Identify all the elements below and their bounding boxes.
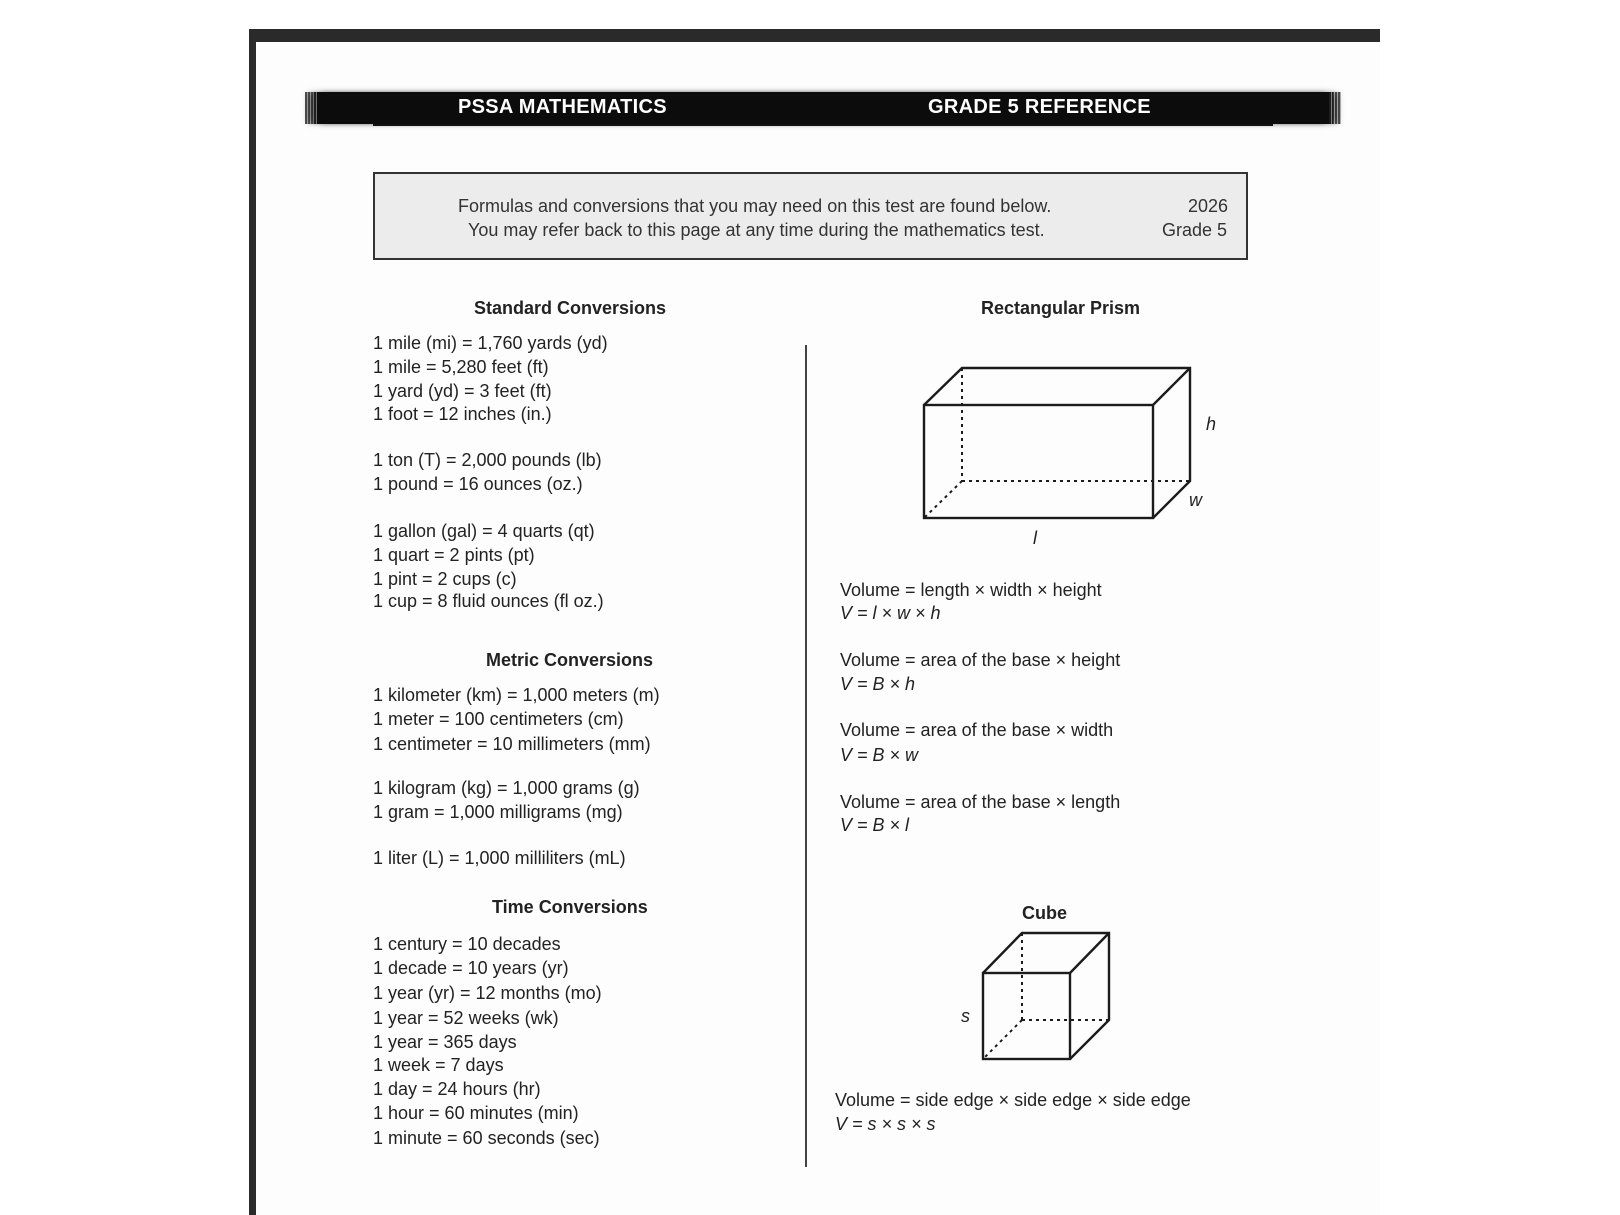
cube-formula-words: Volume = side edge × side edge × side edge bbox=[835, 1090, 1191, 1110]
header-shade-right bbox=[1329, 92, 1341, 124]
conversion-line: 1 yard (yd) = 3 feet (ft) bbox=[373, 381, 552, 401]
conversion-line: 1 year = 365 days bbox=[373, 1032, 517, 1052]
conversion-line: 1 pound = 16 ounces (oz.) bbox=[373, 474, 583, 494]
prism-formula-words: Volume = area of the base × width bbox=[840, 720, 1114, 740]
prism-visible-edges bbox=[924, 368, 1190, 518]
prism-length-label: l bbox=[1033, 528, 1037, 548]
prism-hidden-edges bbox=[924, 368, 1190, 518]
cube-formula-symbols: V = s × s × s bbox=[835, 1114, 936, 1134]
metric-conversions-title: Metric Conversions bbox=[486, 650, 654, 670]
conversion-line: 1 year = 52 weeks (wk) bbox=[373, 1008, 559, 1028]
conversion-line: 1 pint = 2 cups (c) bbox=[373, 569, 517, 589]
prism-width-label: w bbox=[1189, 490, 1202, 510]
prism-formula-words: Volume = area of the base × height bbox=[840, 650, 1121, 670]
standard-conversions-title: Standard Conversions bbox=[474, 298, 667, 318]
rectangular-prism-title: Rectangular Prism bbox=[981, 298, 1141, 318]
conversion-line: 1 foot = 12 inches (in.) bbox=[373, 404, 552, 424]
header-left-title: PSSA MATHEMATICS bbox=[458, 96, 667, 118]
info-grade: Grade 5 bbox=[1162, 220, 1228, 240]
conversion-line: 1 year (yr) = 12 months (mo) bbox=[373, 983, 602, 1003]
time-conversions-title: Time Conversions bbox=[492, 897, 648, 917]
conversion-line: 1 quart = 2 pints (pt) bbox=[373, 545, 535, 565]
conversion-line: 1 gram = 1,000 milligrams (mg) bbox=[373, 802, 623, 822]
cube-diagram bbox=[975, 930, 1125, 1070]
conversion-line: 1 mile = 5,280 feet (ft) bbox=[373, 357, 549, 377]
conversion-line: 1 meter = 100 centimeters (cm) bbox=[373, 709, 624, 729]
conversion-line: 1 kilogram (kg) = 1,000 grams (g) bbox=[373, 778, 640, 798]
conversion-line: 1 week = 7 days bbox=[373, 1055, 504, 1075]
header-rule bbox=[373, 124, 1273, 126]
column-divider bbox=[805, 345, 807, 1167]
prism-formula-symbols: V = B × h bbox=[840, 674, 916, 694]
info-line-2: You may refer back to this page at any time during the mathematics test. bbox=[468, 220, 1045, 240]
cube-side-label: s bbox=[961, 1006, 970, 1026]
conversion-line: 1 liter (L) = 1,000 milliliters (mL) bbox=[373, 848, 626, 868]
prism-formula-words: Volume = area of the base × length bbox=[840, 792, 1121, 812]
prism-formula-words: Volume = length × width × height bbox=[840, 580, 1102, 600]
prism-formula-symbols: V = B × l bbox=[840, 815, 910, 835]
info-year: 2026 bbox=[1188, 196, 1229, 216]
header-shade-left bbox=[305, 92, 317, 124]
document-frame-left bbox=[249, 29, 256, 1215]
document-frame-top bbox=[249, 29, 1380, 42]
prism-formula-symbols: V = B × w bbox=[840, 745, 919, 765]
conversion-line: 1 cup = 8 fluid ounces (fl oz.) bbox=[373, 591, 604, 611]
header-band bbox=[313, 92, 1333, 124]
cube-title: Cube bbox=[1022, 903, 1067, 923]
rectangular-prism-diagram bbox=[900, 355, 1220, 540]
conversion-line: 1 hour = 60 minutes (min) bbox=[373, 1103, 579, 1123]
conversion-line: 1 decade = 10 years (yr) bbox=[373, 958, 569, 978]
conversion-line: 1 century = 10 decades bbox=[373, 934, 561, 954]
conversion-line: 1 ton (T) = 2,000 pounds (lb) bbox=[373, 450, 602, 470]
prism-height-label: h bbox=[1206, 414, 1217, 434]
info-line-1: Formulas and conversions that you may need on this test are found below. bbox=[458, 196, 1052, 216]
info-box bbox=[373, 172, 1248, 260]
conversion-line: 1 mile (mi) = 1,760 yards (yd) bbox=[373, 333, 608, 353]
conversion-line: 1 minute = 60 seconds (sec) bbox=[373, 1128, 600, 1148]
header-right-title: GRADE 5 REFERENCE bbox=[928, 96, 1151, 118]
conversion-line: 1 gallon (gal) = 4 quarts (qt) bbox=[373, 521, 595, 541]
conversion-line: 1 kilometer (km) = 1,000 meters (m) bbox=[373, 685, 660, 705]
conversion-line: 1 centimeter = 10 millimeters (mm) bbox=[373, 734, 651, 754]
conversion-line: 1 day = 24 hours (hr) bbox=[373, 1079, 541, 1099]
prism-formula-symbols: V = l × w × h bbox=[840, 603, 941, 623]
